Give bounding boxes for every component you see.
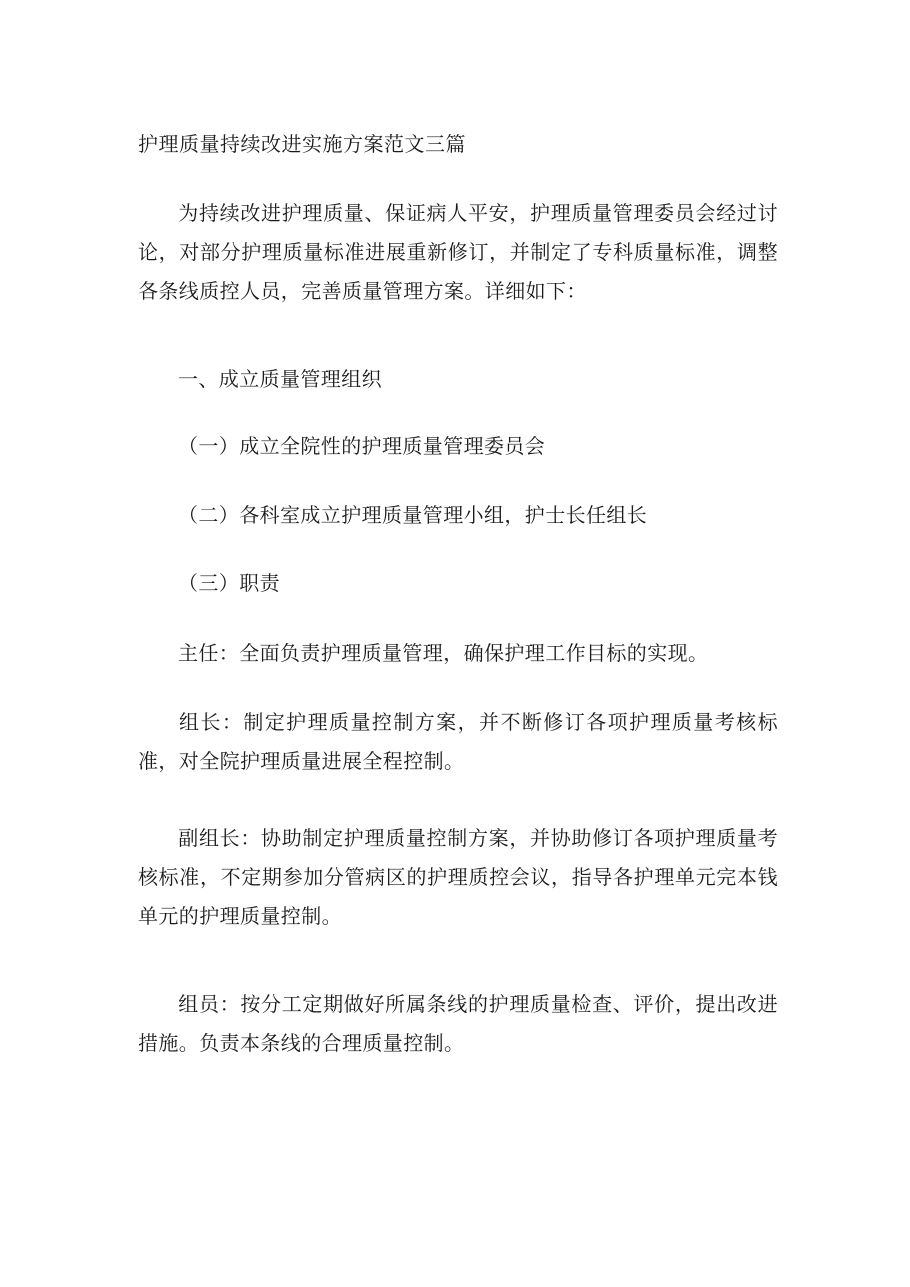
role-leader-text: 组长：制定护理质量控制方案，并不断修订各项护理质量考核标准，对全院护理质量进展全程控制。 (138, 710, 778, 773)
subsection-3 (138, 564, 778, 603)
section-heading-1 (138, 360, 778, 399)
subsection-2 (138, 496, 778, 535)
intro-paragraph (138, 194, 778, 311)
subsection-2-text: （二）各科室成立护理质量管理小组，护士长任组长 (178, 503, 648, 527)
subsection-1-text: （一）成立全院性的护理质量管理委员会 (178, 434, 546, 458)
subsection-3-text: （三）职责 (178, 571, 280, 595)
role-member-paragraph (138, 985, 778, 1063)
section-heading-1-text: 一、成立质量管理组织 (178, 367, 382, 391)
role-deputy-text: 副组长：协助制定护理质量控制方案，并协助修订各项护理质量考核标准，不定期参加分管病区的护理质控会议，指导各护理单元完本钱单元的护理质量控制。 (138, 826, 778, 928)
role-director-text: 主任：全面负责护理质量管理，确保护理工作目标的实现。 (178, 641, 709, 665)
role-director-paragraph (138, 634, 778, 673)
role-leader-paragraph (138, 703, 778, 781)
intro-text: 为持续改进护理质量、保证病人平安，护理质量管理委员会经过讨论，对部分护理质量标准进展重新修订，并制定了专科质量标准，调整各条线质控人员，完善质量管理方案。详细如下： (138, 201, 778, 303)
subsection-1 (138, 427, 778, 466)
role-member-text: 组员：按分工定期做好所属条线的护理质量检查、评价，提出改进措施。负责本条线的合理质量控制。 (138, 992, 778, 1055)
role-deputy-paragraph (138, 819, 778, 936)
document-title: 护理质量持续改进实施方案范文三篇 (138, 132, 466, 156)
